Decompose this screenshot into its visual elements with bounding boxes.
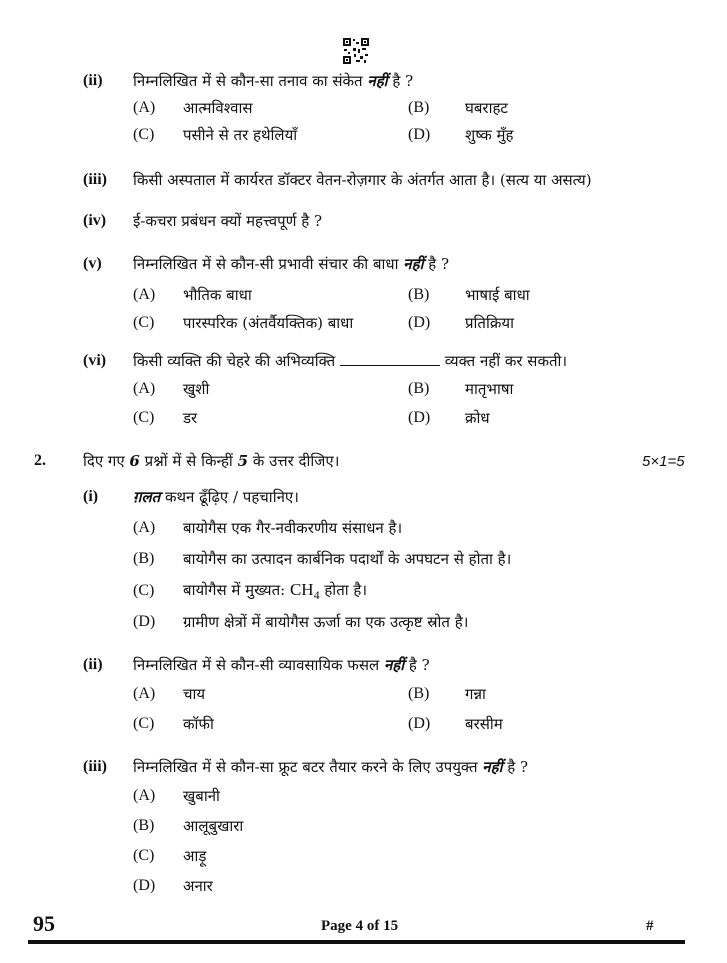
option-text: अनार bbox=[183, 877, 213, 895]
question-number: (iii) bbox=[83, 171, 107, 188]
footer-hash: # bbox=[646, 918, 654, 934]
question-text: निम्नलिखित में से कौन-सी व्यावसायिक फसल नहीं है ? bbox=[133, 656, 430, 674]
option-label: (A) bbox=[133, 685, 156, 702]
option-label: (B) bbox=[408, 286, 430, 303]
option-text: चाय bbox=[183, 685, 206, 703]
option-text: मातृभाषा bbox=[465, 380, 514, 398]
option-label: (C) bbox=[133, 126, 155, 143]
question-text: ई-कचरा प्रबंधन क्यों महत्त्वपूर्ण है ? bbox=[133, 212, 323, 230]
option-label: (A) bbox=[133, 286, 156, 303]
question-text: ग़लत कथन ढूँढ़िए / पहचानिए। bbox=[133, 488, 299, 506]
qr-code-icon bbox=[342, 37, 370, 65]
question-instruction: दिए गए 6 प्रश्नों में से किन्हीं 5 के उत्तर दीजिए। bbox=[83, 452, 340, 470]
option-text: पसीने से तर हथेलियाँ bbox=[183, 126, 298, 144]
option-label: (A) bbox=[133, 519, 156, 536]
option-label: (D) bbox=[133, 877, 156, 894]
option-text: कॉफी bbox=[183, 715, 214, 733]
option-text: बायोगैस एक गैर-नवीकरणीय संसाधन है। bbox=[183, 519, 403, 537]
option-label: (A) bbox=[133, 99, 156, 116]
option-text: भौतिक बाधा bbox=[183, 286, 252, 304]
question-number: (vi) bbox=[83, 352, 107, 369]
option-text: आत्मविश्वास bbox=[183, 99, 253, 117]
paper-code: 95 bbox=[33, 911, 55, 936]
option-text: बायोगैस में मुख्यत: $CH_4$ होता है। bbox=[183, 580, 368, 602]
option-label: (C) bbox=[133, 409, 155, 426]
question-number: 2. bbox=[34, 452, 46, 469]
question-text: निम्नलिखित में से कौन-सा तनाव का संकेत नहीं है ? bbox=[133, 72, 414, 90]
question-text: निम्नलिखित में से कौन-सी प्रभावी संचार की बाधा नहीं है ? bbox=[133, 255, 450, 273]
option-text: शुष्क मुँह bbox=[465, 126, 514, 144]
option-label: (B) bbox=[133, 817, 155, 834]
option-text: आड़ू bbox=[183, 847, 207, 865]
option-text: गन्ना bbox=[465, 685, 486, 703]
option-label: (C) bbox=[133, 847, 155, 864]
question-number: (ii) bbox=[83, 656, 103, 673]
option-label: (D) bbox=[133, 613, 156, 630]
option-label: (A) bbox=[133, 787, 156, 804]
option-label: (B) bbox=[408, 99, 430, 116]
question-text: किसी अस्पताल में कार्यरत डॉक्टर वेतन-रोज़गार के अंतर्गत आता है। (सत्य या असत्य) bbox=[133, 171, 592, 189]
option-label: (D) bbox=[408, 314, 431, 331]
question-number: (i) bbox=[83, 488, 99, 505]
page-number: Page 4 of 15 bbox=[321, 918, 399, 934]
option-text: बरसीम bbox=[465, 715, 503, 733]
option-text: प्रतिक्रिया bbox=[465, 314, 514, 332]
option-label: (C) bbox=[133, 314, 155, 331]
option-label: (B) bbox=[408, 685, 430, 702]
question-number: (v) bbox=[83, 255, 102, 272]
question-number: (iv) bbox=[83, 212, 107, 229]
option-label: (D) bbox=[408, 715, 431, 732]
option-text: बायोगैस का उत्पादन कार्बनिक पदार्थों के अपघटन से होता है। bbox=[183, 550, 512, 568]
option-label: (B) bbox=[133, 550, 155, 567]
option-label: (B) bbox=[408, 380, 430, 397]
fill-blank bbox=[340, 353, 440, 366]
option-label: (C) bbox=[133, 715, 155, 732]
option-label: (A) bbox=[133, 380, 156, 397]
option-label: (D) bbox=[408, 126, 431, 143]
question-text: किसी व्यक्ति की चेहरे की अभिव्यक्ति व्यक्त नहीं कर सकती। bbox=[133, 352, 568, 370]
footer-divider bbox=[28, 940, 685, 944]
option-text: डर bbox=[183, 409, 198, 427]
option-label: (C) bbox=[133, 582, 155, 599]
option-text: खुबानी bbox=[183, 787, 220, 805]
option-text: खुशी bbox=[183, 380, 210, 398]
option-label: (D) bbox=[408, 409, 431, 426]
option-text: भाषाई बाधा bbox=[465, 286, 530, 304]
option-text: घबराहट bbox=[465, 99, 508, 117]
marks-allocation: 5×1=5 bbox=[642, 453, 685, 470]
question-number: (iii) bbox=[83, 758, 107, 775]
option-text: आलूबुखारा bbox=[183, 817, 244, 835]
option-text: पारस्परिक (अंतर्वैयक्तिक) बाधा bbox=[183, 314, 354, 332]
option-text: क्रोध bbox=[465, 409, 490, 427]
option-text: ग्रामीण क्षेत्रों में बायोगैस ऊर्जा का एक उत्कृष्ट स्रोत है। bbox=[183, 613, 469, 631]
question-text: निम्नलिखित में से कौन-सा फ्रूट बटर तैयार करने के लिए उपयुक्त नहीं है ? bbox=[133, 758, 529, 776]
question-number: (ii) bbox=[83, 72, 103, 89]
